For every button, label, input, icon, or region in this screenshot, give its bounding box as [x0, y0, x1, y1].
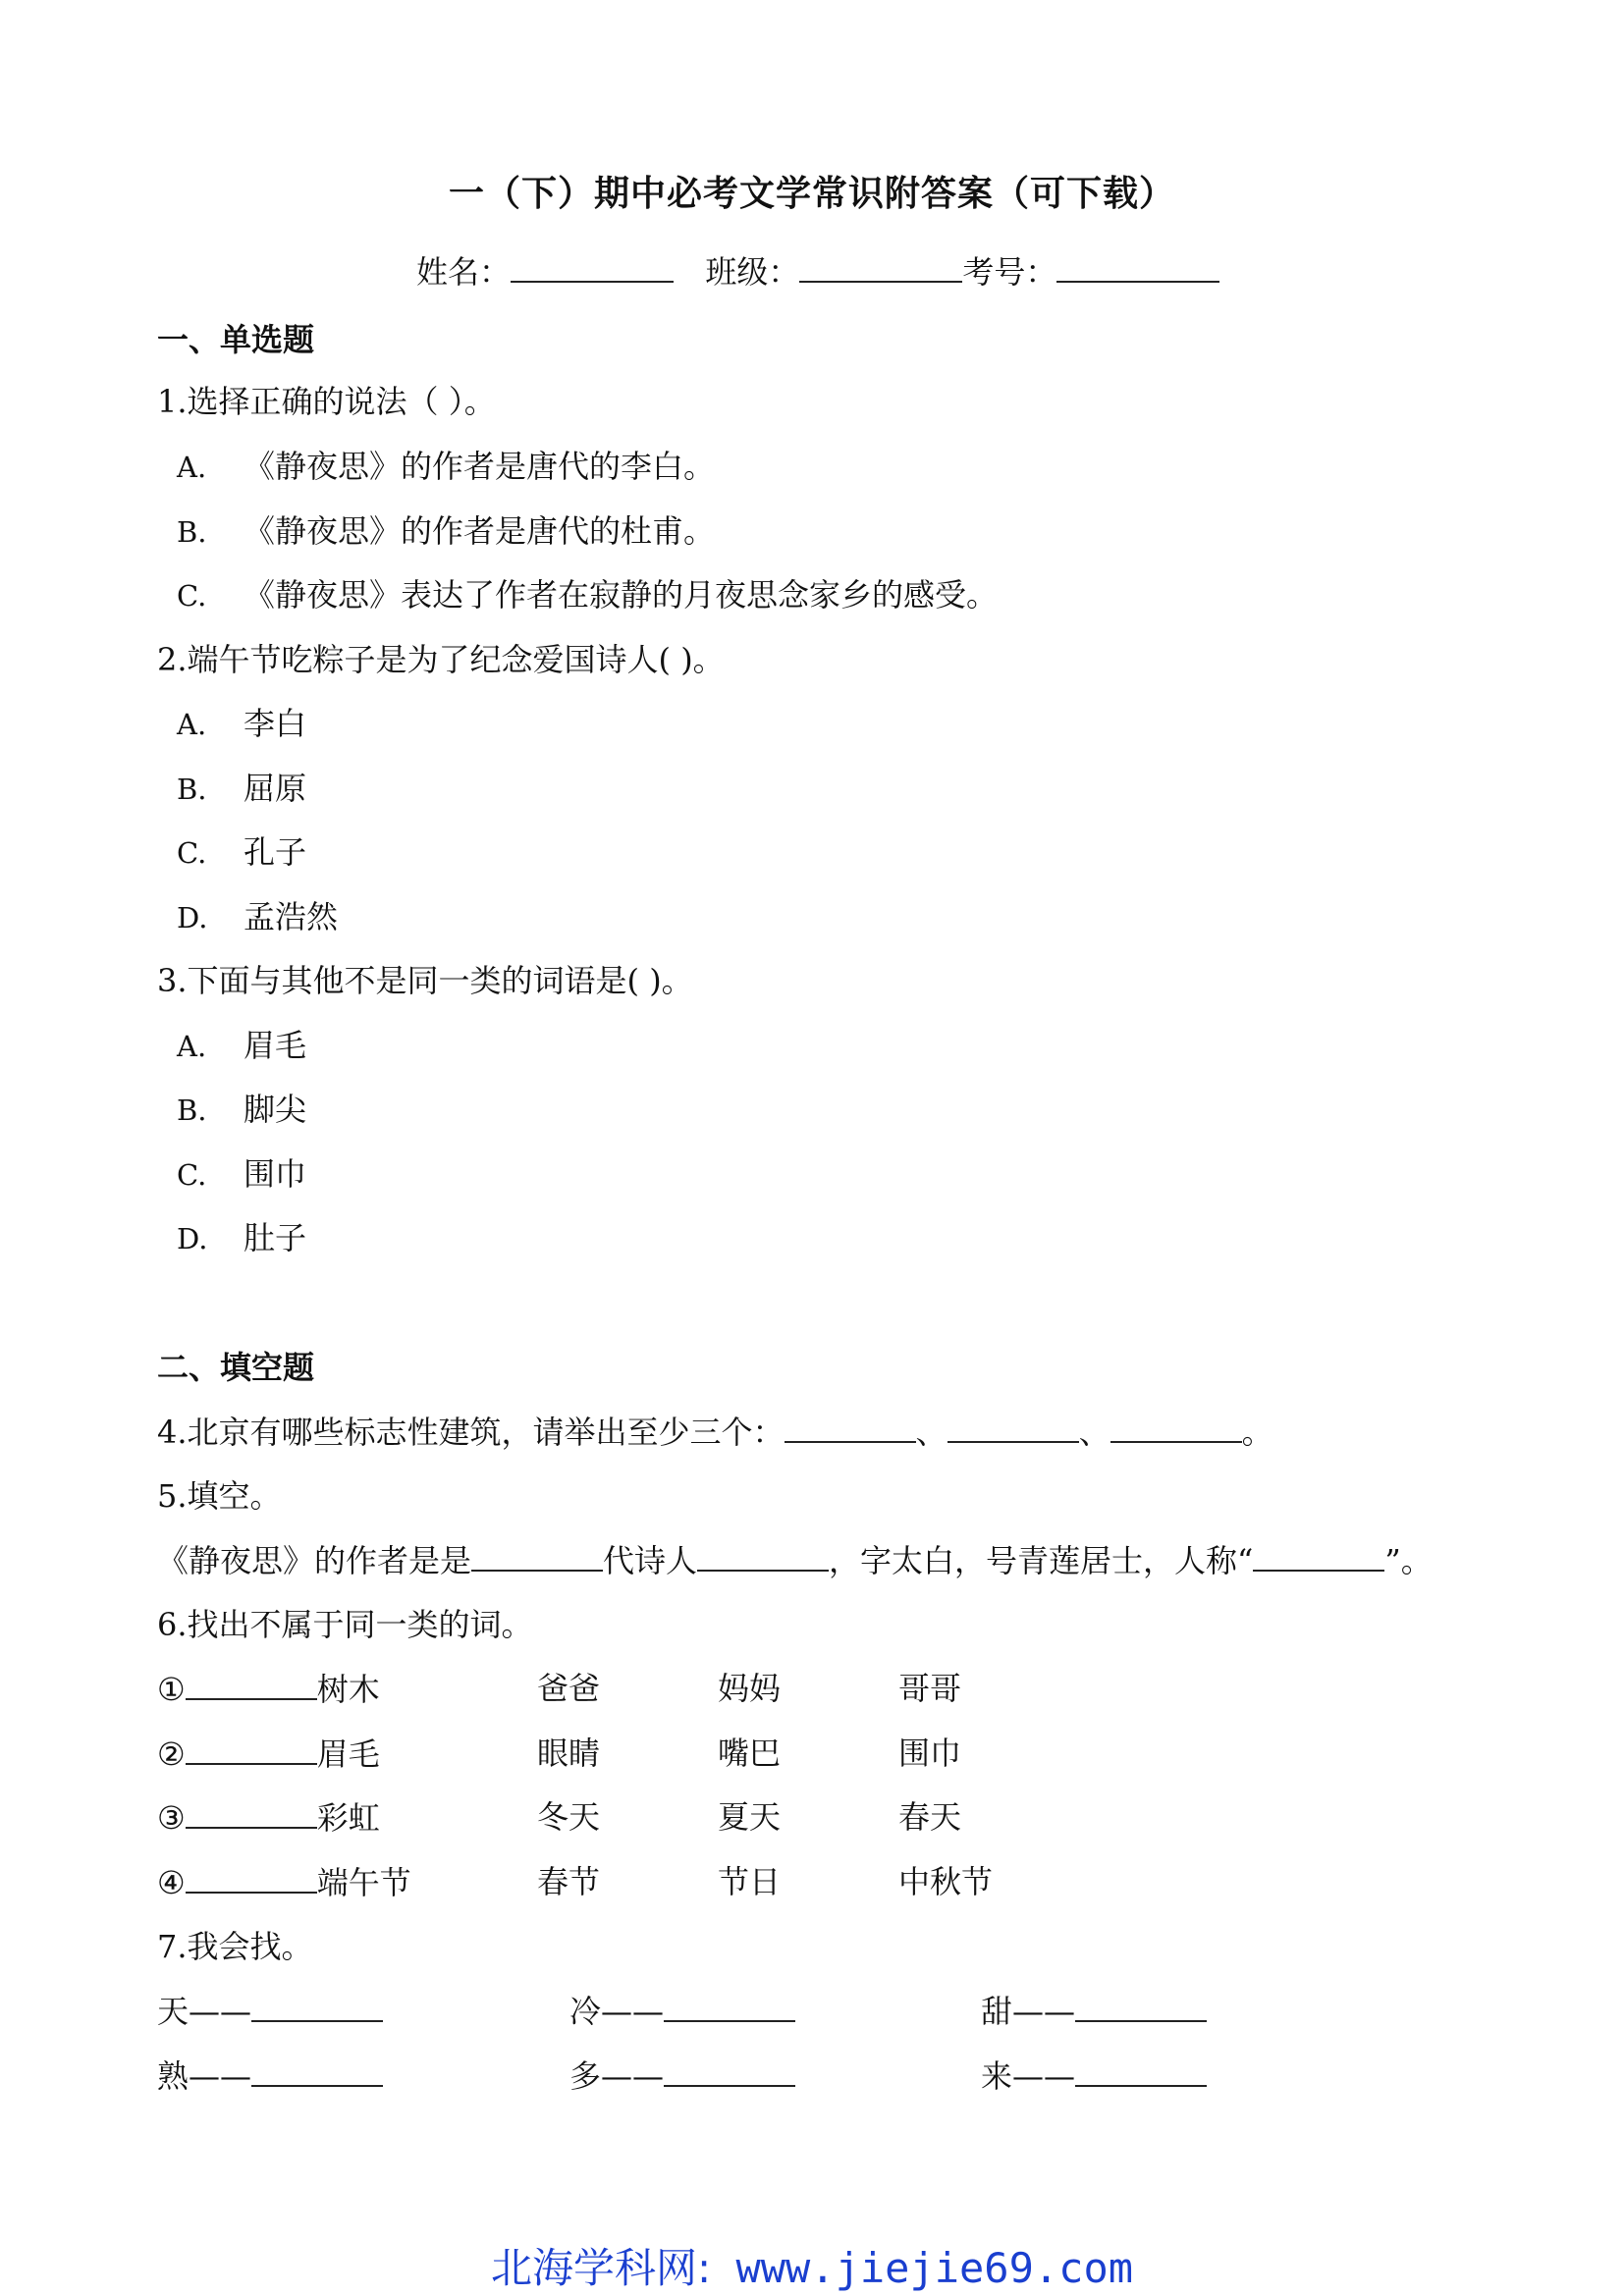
name-blank[interactable]	[511, 255, 674, 283]
q7-item	[981, 1993, 1207, 2030]
q6-row-2-blank[interactable]	[186, 1737, 317, 1765]
q3-option-b[interactable]	[177, 1091, 307, 1128]
q5-blank-title[interactable]	[1253, 1544, 1384, 1572]
option-letter: B.	[177, 515, 207, 549]
q1-option-a[interactable]	[177, 448, 716, 485]
page-title: 一（下）期中必考文学常识附答案（可下载）	[448, 174, 1175, 214]
option-letter: B.	[177, 773, 207, 806]
section-single-choice-heading: 一、单选题	[157, 321, 315, 358]
id-blank[interactable]	[1056, 255, 1219, 283]
q7-blank[interactable]	[664, 1995, 795, 2022]
class-label: 班级：	[705, 253, 800, 291]
option-letter: A.	[177, 708, 207, 741]
word: 冬天	[537, 1798, 601, 1836]
question-2-stem: 2.端午节吃粽子是为了纪念爱国诗人( )。	[157, 641, 725, 678]
option-letter: B.	[177, 1094, 207, 1127]
q3-option-d[interactable]	[177, 1219, 307, 1256]
q2-option-c[interactable]	[177, 833, 307, 871]
q3-option-c[interactable]	[177, 1155, 307, 1193]
q5-part-3: ，字太白，号青莲居士，人称“	[829, 1542, 1254, 1579]
option-text: 《静夜思》的作者是唐代的杜甫。	[244, 512, 716, 550]
q7-word: 熟——	[157, 2057, 252, 2095]
option-letter: C.	[177, 579, 207, 613]
word: 端午节	[316, 1864, 411, 1901]
word: 眉毛	[316, 1735, 380, 1773]
q7-word: 天——	[157, 1993, 252, 2030]
question-4	[157, 1414, 1273, 1451]
row-number: ③	[157, 1799, 186, 1837]
option-text: 眉毛	[244, 1027, 307, 1064]
option-letter: C.	[177, 1158, 207, 1192]
word: 夏天	[718, 1798, 782, 1836]
q7-item	[981, 2057, 1207, 2095]
option-text: 孔子	[244, 833, 307, 871]
footer-url[interactable]: www.jiejie69.com	[735, 2244, 1134, 2292]
separator: 、	[915, 1414, 947, 1451]
question-4-stem: 4.北京有哪些标志性建筑，请举出至少三个：	[157, 1414, 785, 1451]
q7-blank[interactable]	[251, 2059, 383, 2087]
q7-word: 多——	[569, 2057, 665, 2095]
id-label: 考号：	[962, 253, 1057, 291]
option-text: 脚尖	[244, 1091, 307, 1128]
q5-blank-poet[interactable]	[697, 1544, 829, 1572]
q5-part-1: 《静夜思》的作者是是	[157, 1542, 472, 1579]
q7-blank[interactable]	[1075, 2059, 1207, 2087]
q6-row-3-blank[interactable]	[186, 1801, 317, 1829]
q6-row-3-number	[157, 1799, 380, 1837]
q6-row-4-number	[157, 1864, 411, 1901]
separator: 、	[1078, 1414, 1110, 1451]
option-letter: D.	[177, 1222, 208, 1255]
q4-blank-1[interactable]	[785, 1415, 916, 1443]
q6-row-1-blank[interactable]	[186, 1673, 317, 1700]
option-text: 《静夜思》的作者是唐代的李白。	[244, 448, 716, 485]
q7-word: 来——	[981, 2057, 1076, 2095]
question-5-stem: 5.填空。	[157, 1477, 282, 1515]
q6-row-2-number	[157, 1735, 380, 1773]
word: 妈妈	[718, 1670, 782, 1707]
word: 哥哥	[898, 1670, 962, 1707]
question-6-stem: 6.找出不属于同一类的词。	[157, 1606, 533, 1643]
option-text: 屈原	[244, 770, 307, 807]
q2-option-a[interactable]	[177, 705, 307, 742]
q7-item	[569, 2057, 795, 2095]
question-3-stem: 3.下面与其他不是同一类的词语是( )。	[157, 962, 693, 999]
option-text: 肚子	[244, 1219, 307, 1256]
option-text: 《静夜思》表达了作者在寂静的月夜思念家乡的感受。	[244, 576, 999, 614]
word: 中秋节	[898, 1863, 994, 1900]
word: 嘴巴	[718, 1735, 782, 1772]
option-letter: A.	[177, 1030, 207, 1063]
q7-blank[interactable]	[664, 2059, 795, 2087]
word: 彩虹	[316, 1799, 380, 1837]
word: 春天	[898, 1798, 962, 1836]
q1-option-c[interactable]	[177, 576, 999, 614]
q5-blank-dynasty[interactable]	[471, 1544, 603, 1572]
word: 围巾	[898, 1735, 962, 1772]
row-number: ④	[157, 1864, 186, 1901]
word: 树木	[316, 1671, 380, 1708]
q4-blank-2[interactable]	[947, 1415, 1079, 1443]
q2-option-b[interactable]	[177, 770, 307, 807]
question-5-sentence	[157, 1542, 1433, 1579]
q7-item	[157, 1993, 383, 2030]
q5-part-2: 代诗人	[603, 1542, 698, 1579]
word: 爸爸	[537, 1670, 601, 1707]
class-blank[interactable]	[799, 255, 962, 283]
q7-blank[interactable]	[251, 1995, 383, 2022]
section-fill-blank-heading: 二、填空题	[157, 1349, 315, 1386]
q6-row-1-number	[157, 1671, 380, 1708]
q7-item	[157, 2057, 383, 2095]
student-info-line	[416, 253, 1219, 291]
option-letter: D.	[177, 901, 208, 934]
q7-blank[interactable]	[1075, 1995, 1207, 2022]
q4-blank-3[interactable]	[1110, 1415, 1242, 1443]
q7-word: 冷——	[569, 1993, 665, 2030]
row-number: ①	[157, 1671, 186, 1708]
option-text: 李白	[244, 705, 307, 742]
option-letter: C.	[177, 836, 207, 870]
option-text: 围巾	[244, 1155, 307, 1193]
question-1-stem: 1.选择正确的说法（ ）。	[157, 383, 496, 420]
q7-word: 甜——	[981, 1993, 1076, 2030]
word: 眼睛	[537, 1735, 601, 1772]
question-7-stem: 7.我会找。	[157, 1928, 313, 1965]
q1-option-b[interactable]	[177, 512, 716, 550]
q3-option-a[interactable]	[177, 1027, 307, 1064]
option-letter: A.	[177, 451, 207, 484]
q2-option-d[interactable]	[177, 898, 339, 935]
name-label: 姓名：	[416, 253, 512, 291]
row-number: ②	[157, 1735, 186, 1773]
q5-part-4: ”。	[1384, 1542, 1433, 1579]
word: 节日	[718, 1863, 782, 1900]
q4-end: 。	[1241, 1414, 1273, 1451]
option-text: 孟浩然	[244, 898, 339, 935]
word: 春节	[537, 1863, 601, 1900]
footer-watermark	[0, 2244, 1624, 2292]
q6-row-4-blank[interactable]	[186, 1866, 317, 1894]
q7-item	[569, 1993, 795, 2030]
footer-site-name: 北海学科网:	[490, 2244, 712, 2292]
